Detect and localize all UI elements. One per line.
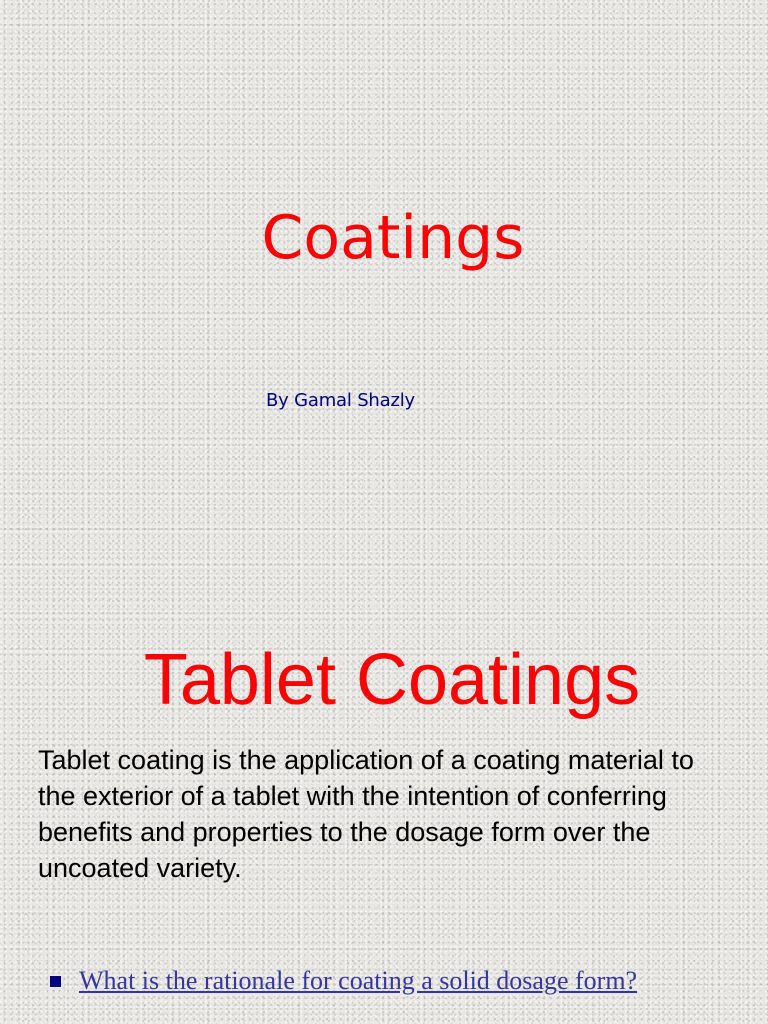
square-bullet-icon: [50, 976, 61, 987]
author-byline: By Gamal Shazly: [266, 390, 415, 411]
bullet-list-item: [50, 964, 730, 1024]
rationale-question-link[interactable]: What is the rationale for coating a solid dosage form?: [79, 966, 638, 995]
slide-heading: Tablet Coatings: [143, 640, 641, 720]
definition-paragraph: Tablet coating is the application of a coating material to the exterior of a tablet with the intention of conferring benefits and properties to the dosage form over the uncoated variety.: [38, 745, 694, 883]
slide-title-heading: Coatings: [261, 203, 525, 273]
slide-tablet-coatings: [0, 580, 768, 1024]
